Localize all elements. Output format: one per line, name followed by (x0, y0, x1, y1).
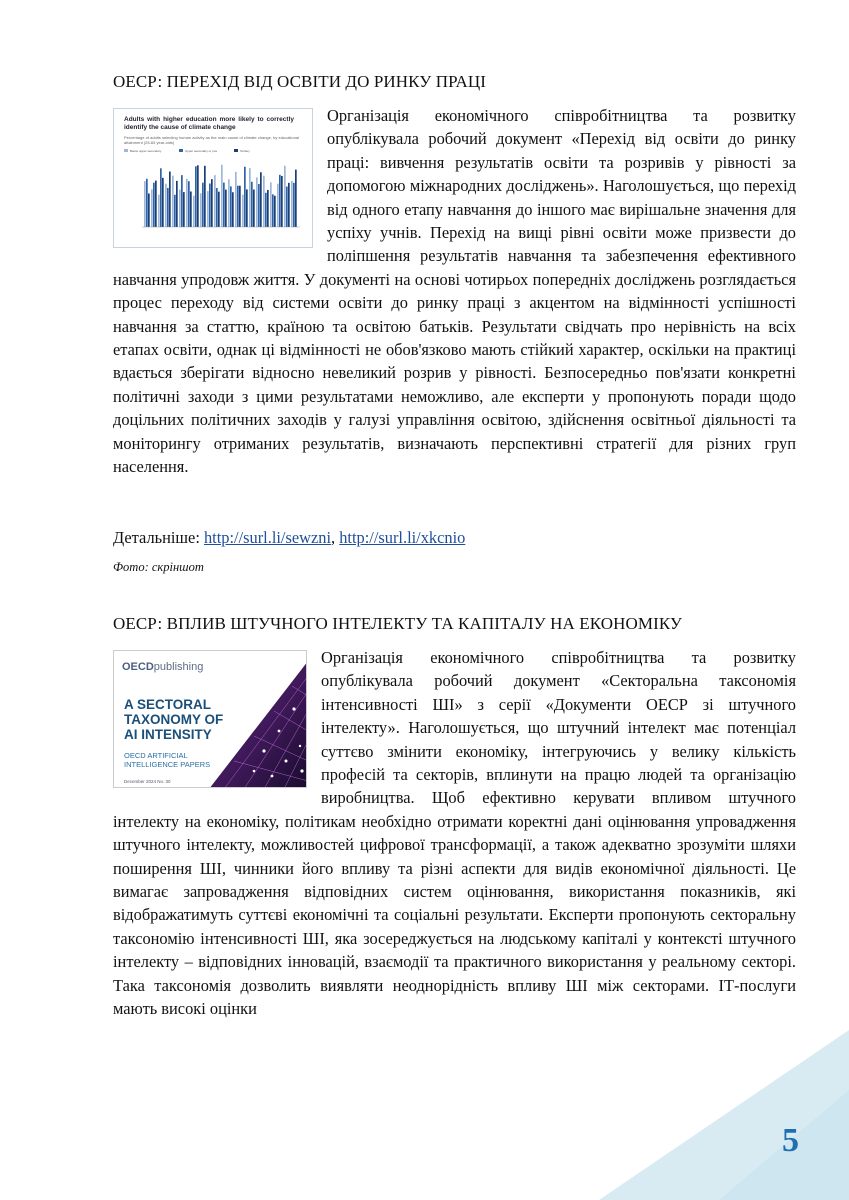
chart-bar (272, 194, 274, 227)
chart-bar (158, 195, 160, 227)
chart-bar (169, 172, 171, 227)
chart-bar (214, 175, 216, 227)
climate-chart-screenshot (113, 108, 313, 248)
report-cover-image (113, 650, 307, 788)
chart-bar (151, 189, 153, 227)
chart-bar (244, 167, 246, 227)
chart-bar (251, 182, 253, 227)
cover-series: OECD ARTIFICIAL INTELLIGENCE PAPERS (124, 751, 211, 769)
chart-bar (281, 176, 283, 227)
chart-bar (216, 188, 218, 227)
chart-bar (190, 191, 192, 227)
publisher-logo: OECDpublishing (122, 661, 204, 673)
section2-heading: ОЕСР: ВПЛИВ ШТУЧНОГО ІНТЕЛЕКТУ ТА КАПІТАЛУ НА ЕКОНОМІКУ (113, 614, 683, 633)
chart-bar (253, 190, 255, 227)
chart-bar (172, 176, 174, 227)
section2-article (113, 646, 796, 1021)
chart-bar (186, 179, 188, 227)
cover-date: December 2024 No. 30 (124, 779, 171, 784)
section2-body: Організація економічного співробітництва та розвитку опублікувала робочий документ «Секторальна таксономія інтенсивності ШІ» з серії «Документи ОЕСР зі штучного інтелекту». Наголошується, що штучний інтелект має потенціал суттєво змінити економіку, інтегруючись у велику кількість професій та секторів, вплинути на працю людей та організацію виробництва. Щоб ефективно керувати впливом штучного інтелекту на економіку, політикам необхідно отримати коректні дані оцінювання упровадження штучного інтелекту, можливостей цифрової трансформації, а також адекватно зрозуміти шляхи поширення ШІ, чинники його впливу та різні аспекти для видів економічної діяльності. Це вимагає запровадження відповідних систем оцінювання, використання показників, які відображатимуть суттєві економічні та соціальні результати. Експерти пропонують секторальну таксономію інтенсивності ШІ, яка зосереджується на людському капіталі у контексті штучного інтелекту – відповідних інновацій, взаємодії та практичного використання у реальному секторі. Така таксономія дозволить виявляти неоднорідність впливу ШІ між секторами. ІТ-послуги мають високі оцінки (113, 648, 796, 1019)
chart-bar (286, 187, 288, 227)
chart-bar (232, 192, 234, 227)
chart-bar (197, 165, 199, 227)
chart-bar (200, 193, 202, 227)
chart-bar (263, 176, 265, 227)
chart-bar (223, 183, 225, 227)
chart-bar (228, 179, 230, 227)
chart-bar (146, 179, 148, 227)
chart-bar (235, 172, 237, 227)
chart-bar (258, 184, 260, 227)
more-label: Детальніше: (113, 528, 200, 547)
chart-bar (256, 177, 258, 227)
chart-bar (181, 175, 183, 227)
chart-bar (160, 168, 162, 227)
section1-article (113, 104, 796, 479)
chart-bar (237, 186, 239, 227)
chart-bar (202, 183, 204, 227)
chart-bar (183, 192, 185, 227)
link-xkcnio[interactable]: http://surl.li/xkcnio (339, 528, 466, 547)
chart-bar (225, 190, 227, 227)
chart-bar (174, 195, 176, 227)
section1-heading: ОЕСР: ПЕРЕХІД ВІД ОСВІТИ ДО РИНКУ ПРАЦІ (113, 72, 487, 91)
chart-thumb-subtitle: Percentage of adults selecting human activity as the main cause of climate change, by educational attainment (25-65 year-olds) (124, 135, 299, 145)
chart-bar (193, 196, 195, 227)
link-separator: , (331, 528, 336, 547)
cover-title: A SECTORAL TAXONOMY OF AI INTENSITY (124, 697, 224, 742)
chart-bar (291, 181, 293, 227)
legend-label: Upper secondary or pos (185, 149, 218, 153)
chart-bar (242, 195, 244, 227)
chart-bar (270, 182, 272, 227)
chart-bar (188, 181, 190, 227)
chart-bar (144, 181, 146, 227)
chart-bar (284, 166, 286, 227)
chart-bar (207, 191, 209, 227)
legend-swatch (234, 149, 238, 152)
chart-bar (167, 188, 169, 227)
chart-bar (265, 193, 267, 227)
chart-bar (162, 178, 164, 227)
chart-thumb-title: Adults with higher education more likely to correctly identify the cause of climate change (124, 116, 294, 131)
chart-bar (246, 189, 248, 227)
decorative-corner-triangle (599, 1030, 849, 1200)
chart-bar (179, 190, 181, 227)
legend-swatch (179, 149, 183, 152)
chart-bar (274, 196, 276, 227)
chart-bar (249, 168, 251, 227)
legend-label: Below upper secondary (130, 149, 162, 153)
legend-label: Tertiary (240, 149, 250, 153)
chart-bar (267, 190, 269, 227)
chart-bar (295, 170, 297, 227)
page-number: 5 (782, 1122, 799, 1159)
section1-body: Організація економічного співробітництва та розвитку опублікувала робочий документ «Перехід від освіти до ринку праці: вивчення результатів освіти та розривів у рівності за допомогою міжнародних досліджень». Наголошується, що перехід від одного етапу навчання до іншого має вирішальне значення для успіху учнів. Перехід на вищі рівні освіти може призвести до поліпшення результатів навчання та забезпечення ефективного навчання упродовж життя. У документі на основі чотирьох попередніх досліджень розглядається процес переходу від системи освіти до ринку праці з акцентом на відмінності успішності навчання за статтю, країною та освітою батьків. Результати свідчать про нерівність на всіх етапах освіти, однак ці відмінності не обов'язково мають стійкий характер, оскільки на практиці вдається зберігати відносно невеликий розрив у рівності. Безпосередньо пов'язати конкретні політичні заходи з цими результатами неможливо, але експерти у пропонують поради щодо доцільних політичних заходів у галузі управління освітою, здійснення освітньої діяльності та моніторингу отриманих результатів, визначають перспективні стратегії для різних груп населення. (113, 106, 796, 477)
chart-bar (230, 186, 232, 227)
chart-bar (239, 186, 241, 227)
link-sewzni[interactable]: http://surl.li/sewzni (203, 528, 332, 547)
chart-bar (165, 184, 167, 227)
chart-bar (288, 183, 290, 227)
chart-bar (153, 183, 155, 227)
chart-bar (148, 193, 150, 227)
photo-caption: Фото: скріншот (113, 560, 204, 574)
chart-bar (260, 172, 262, 227)
chart-bar (221, 165, 223, 227)
chart-bar (293, 183, 295, 227)
legend-swatch (124, 149, 128, 152)
chart-bar (279, 175, 281, 227)
chart-bar (277, 184, 279, 227)
chart-bar (176, 181, 178, 227)
section1-links (113, 528, 465, 548)
mini-bar-chart (114, 109, 314, 249)
chart-bar (211, 179, 213, 227)
chart-bar (195, 166, 197, 227)
chart-bar (209, 183, 211, 227)
chart-bar (218, 192, 220, 227)
chart-bar (155, 181, 157, 227)
chart-bar (204, 166, 206, 227)
